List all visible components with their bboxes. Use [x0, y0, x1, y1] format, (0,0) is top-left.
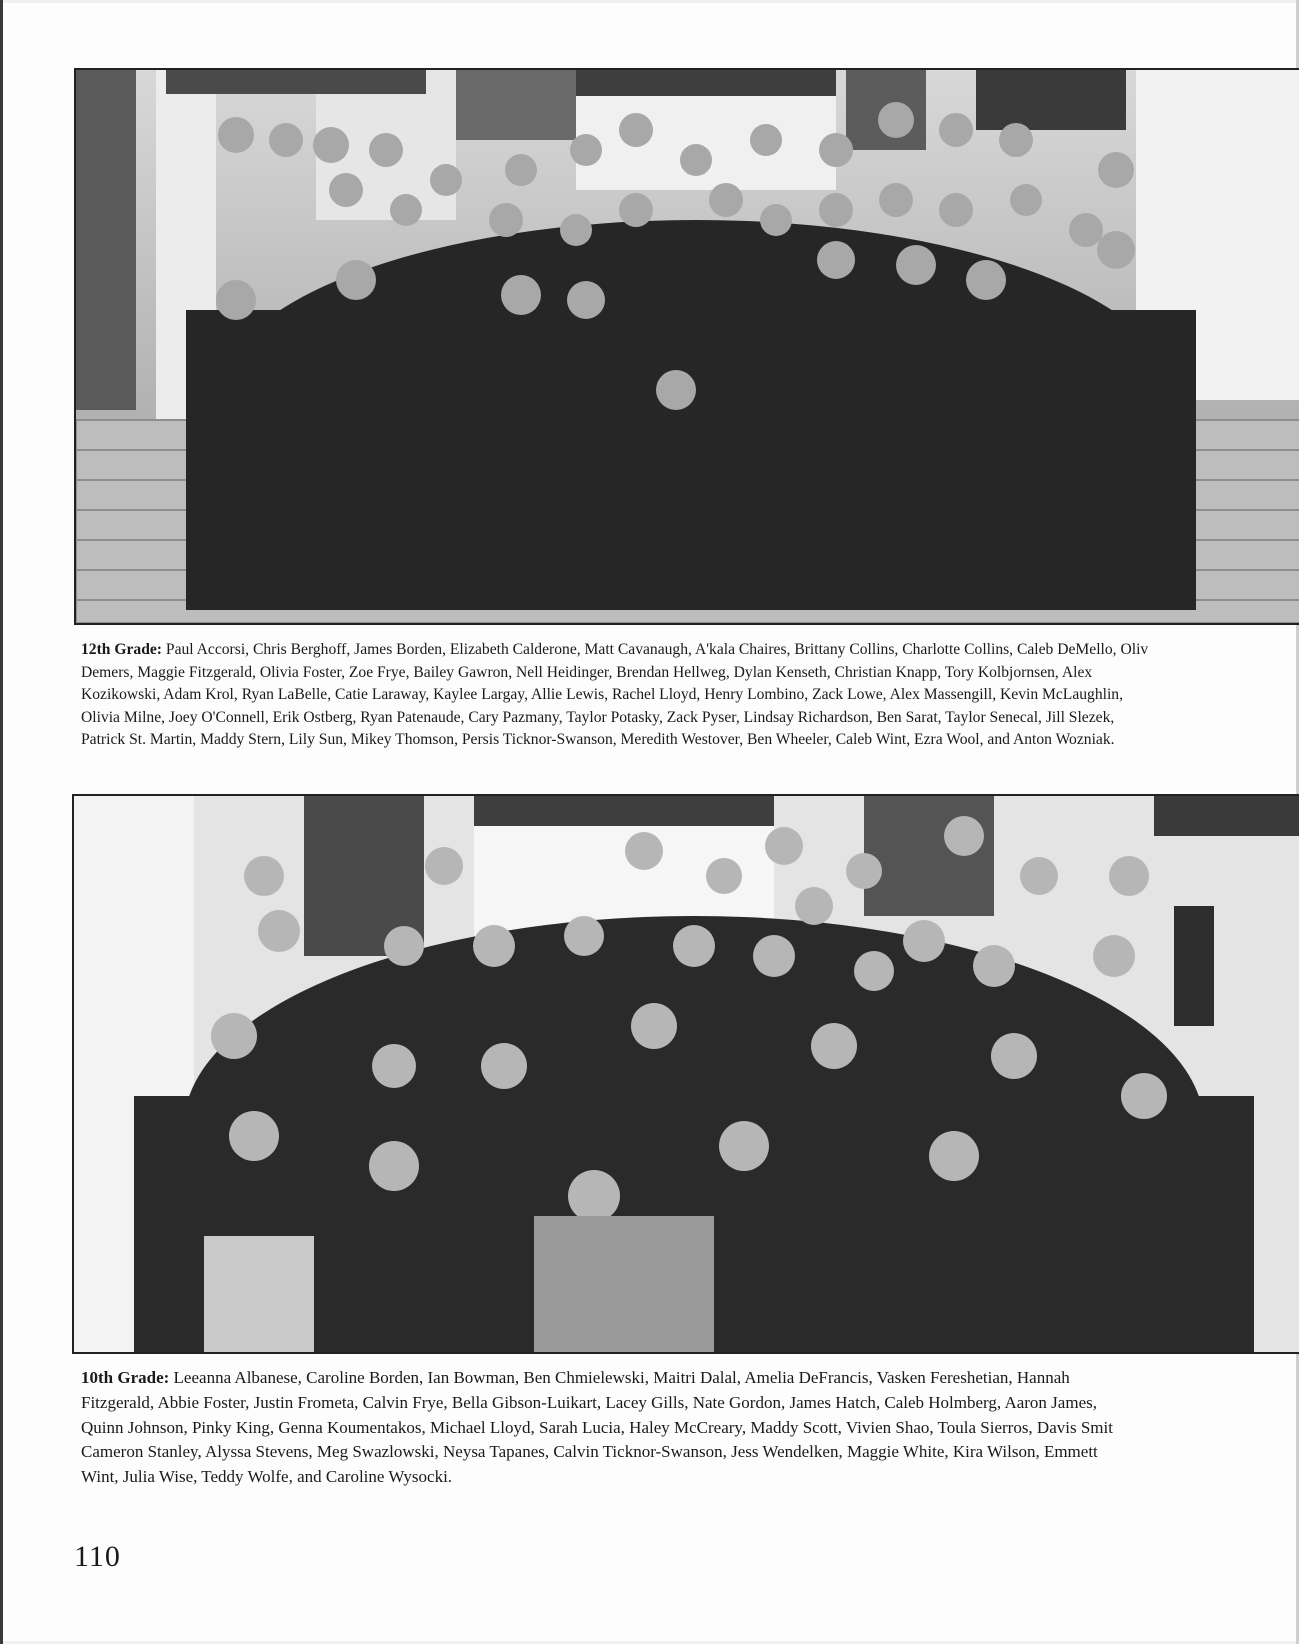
grade-10-caption	[81, 1366, 1299, 1490]
group-photo-icon	[74, 796, 1299, 1352]
caption-grade-label: 12th Grade:	[81, 641, 162, 658]
caption-line: Demers, Maggie Fitzgerald, Olivia Foster, Zoe Frye, Bailey Gawron, Nell Heidinger, Brendan Hellweg, Dylan Kenseth, Christian Knapp, Tory Kolbjornsen, Alex	[81, 663, 1093, 681]
caption-line: 12th Grade: Paul Accorsi, Chris Berghoff, James Borden, Elizabeth Calderone, Matt Cavanaugh, A'kala Chaires, Brittany Collins, Charlotte Collins, Caleb DeMello, Oliv	[81, 641, 1149, 658]
caption-line: Cameron Stanley, Alyssa Stevens, Meg Swazlowski, Neysa Tapanes, Calvin Ticknor-Swanson, Jess Wendelken, Maggie White, Kira Wilson, Emmett	[81, 1442, 1098, 1462]
grade-12-group-photo	[74, 68, 1299, 625]
caption-line: Wint, Julia Wise, Teddy Wolfe, and Caroline Wysocki.	[81, 1467, 453, 1487]
page-edge-left	[0, 0, 3, 1644]
grade-12-caption	[81, 639, 1299, 752]
grade-10-group-photo	[72, 794, 1299, 1354]
caption-line: 10th Grade: Leeanna Albanese, Caroline Borden, Ian Bowman, Ben Chmielewski, Maitri Dalal, Amelia DeFrancis, Vasken Fereshetian, Hannah	[81, 1368, 1070, 1387]
page-number: 110	[74, 1540, 121, 1573]
group-photo-icon	[76, 70, 1299, 623]
caption-line: Kozikowski, Adam Krol, Ryan LaBelle, Catie Laraway, Kaylee Largay, Allie Lewis, Rachel Lloyd, Henry Lombino, Zack Lowe, Alex Massengill, Kevin McLaughlin,	[81, 686, 1124, 704]
caption-line: Patrick St. Martin, Maddy Stern, Lily Sun, Mikey Thomson, Persis Ticknor-Swanson, Meredith Westover, Ben Wheeler, Caleb Wint, Ezra Wool, and Anton Wozniak.	[81, 731, 1115, 749]
caption-grade-label: 10th Grade:	[81, 1368, 170, 1387]
caption-line: Olivia Milne, Joey O'Connell, Erik Ostberg, Ryan Patenaude, Cary Pazmany, Taylor Potasky, Zack Pyser, Lindsay Richardson, Ben Sarat, Taylor Senecal, Jill Slezek,	[81, 708, 1115, 726]
caption-line: Fitzgerald, Abbie Foster, Justin Frometa, Calvin Frye, Bella Gibson-Luikart, Lacey Gills, Nate Gordon, James Hatch, Caleb Holmberg, Aaron James,	[81, 1392, 1097, 1412]
caption-line: Quinn Johnson, Pinky King, Genna Koumentakos, Michael Lloyd, Sarah Lucia, Haley McCreary, Maddy Scott, Vivien Shao, Toula Sierros, Davis Smit	[81, 1417, 1113, 1437]
